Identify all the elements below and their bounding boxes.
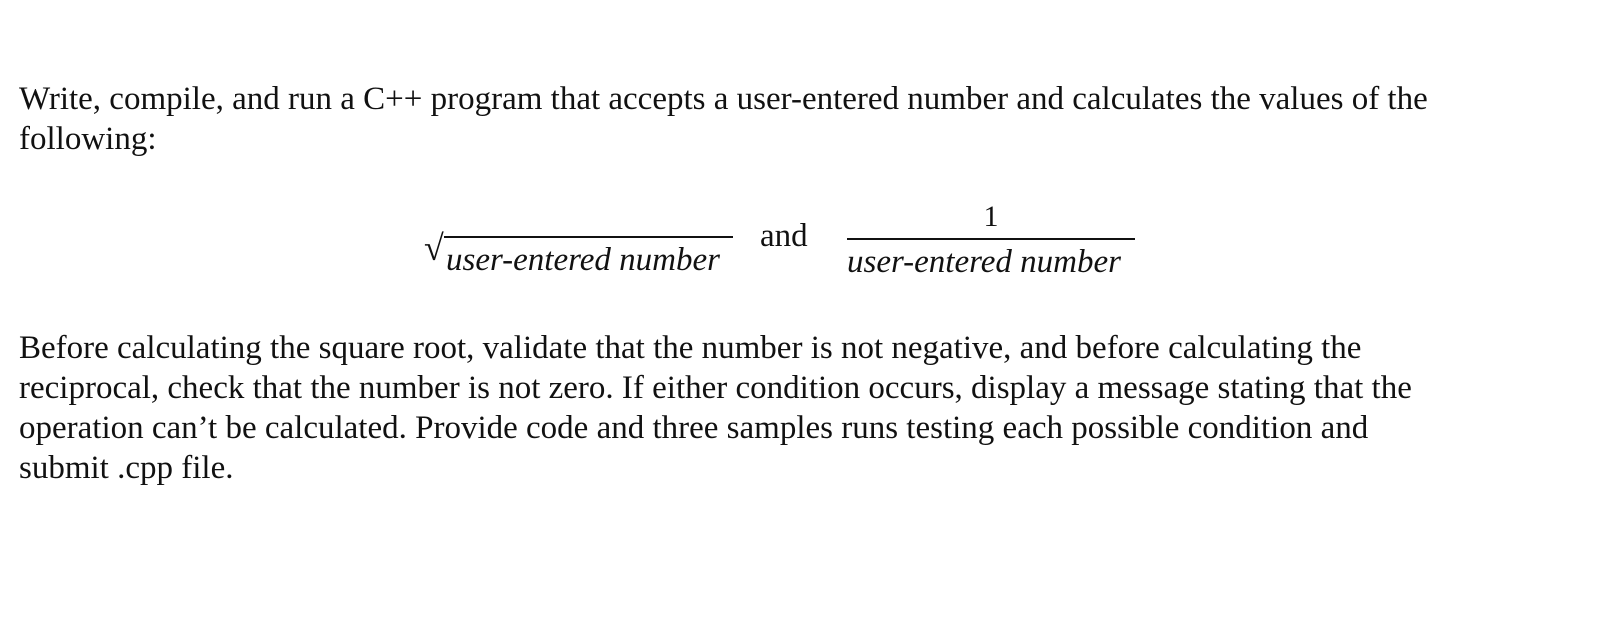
formula-connector: and	[760, 218, 808, 254]
instructions-line: operation can’t be calculated. Provide code and three samples runs testing each possible condition and	[19, 410, 1369, 446]
intro-line: following:	[19, 121, 157, 157]
intro-paragraph	[19, 79, 1579, 159]
instructions-paragraph	[19, 328, 1579, 488]
instructions-line: Before calculating the square root, validate that the number is not negative, and before calculating the	[19, 330, 1362, 366]
fraction-bar	[847, 238, 1135, 240]
formula-block	[0, 190, 1603, 290]
instructions-line: submit .cpp file.	[19, 450, 234, 486]
instructions-line: reciprocal, check that the number is not zero. If either condition occurs, display a message stating that the	[19, 370, 1412, 406]
radicand: user-entered number	[446, 242, 720, 278]
fraction-numerator: 1	[983, 200, 999, 233]
radical-vinculum	[444, 236, 733, 238]
intro-line: Write, compile, and run a C++ program that accepts a user-entered number and calculates the values of the	[19, 81, 1428, 117]
square-root-expression	[424, 190, 734, 290]
radical-sign-icon: √	[424, 228, 444, 268]
reciprocal-fraction	[845, 190, 1137, 290]
fraction-denominator: user-entered number	[847, 244, 1121, 280]
